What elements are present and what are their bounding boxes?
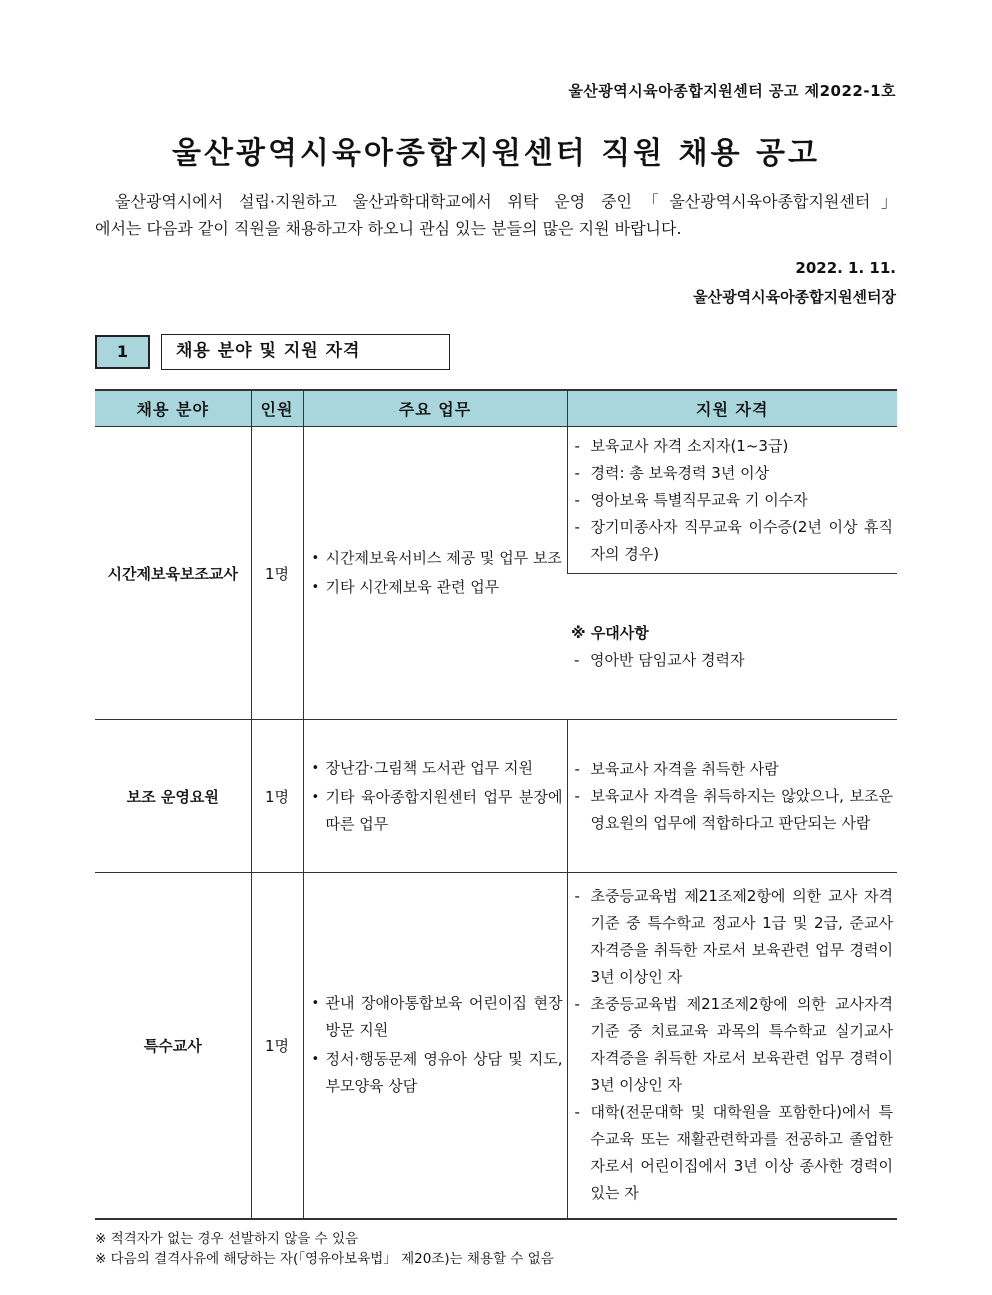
footnote: ※ 적격자가 없는 경우 선발하지 않을 수 있음 (95, 1229, 554, 1249)
duty-item: • 기타 시간제보육 관련 업무 (310, 574, 563, 601)
table-header-row (95, 390, 897, 427)
qual-item: - 보육교사 자격 소지자(1~3급) (572, 433, 894, 460)
qual-item: - 경력: 총 보육경력 3년 이상 (572, 460, 894, 487)
duty-item: • 시간제보육서비스 제공 및 업무 보조 (310, 545, 563, 572)
qual-item: - 보육교사 자격을 취득한 사람 (572, 756, 894, 783)
qual-item: - 초중등교육법 제21조제2항에 의한 교사자격기준 중 치료교육 과목의 특수학교 실기교사 자격증을 취득한 자로서 보육관련 업무 경력이 3년 이상인 자 (572, 991, 894, 1099)
header-duties: 주요 업무 (303, 390, 567, 427)
duty-item: • 관내 장애아통합보육 어린이집 현장방문 지원 (310, 990, 563, 1044)
job-qualifications (567, 720, 897, 873)
job-preferences (567, 574, 897, 720)
table-row (95, 427, 897, 574)
table-row (95, 873, 897, 1219)
duty-item: • 장난감·그림책 도서관 업무 지원 (310, 755, 563, 782)
qual-item: - 영아보육 특별직무교육 기 이수자 (572, 487, 894, 514)
qual-item: - 대학(전문대학 및 대학원을 포함한다)에서 특수교육 또는 재활관련학과를 전공하고 졸업한 자로서 어린이집에서 3년 이상 종사한 경력이 있는 자 (572, 1099, 894, 1207)
notice-number: 울산광역시육아종합지원센터 공고 제2022-1호 (568, 82, 896, 100)
page-title: 울산광역시육아종합지원센터 직원 채용 공고 (172, 136, 820, 171)
job-count: 1명 (251, 427, 303, 720)
header-qualifications: 지원 자격 (567, 390, 897, 427)
preference-item: - 영아반 담임교사 경력자 (571, 647, 893, 674)
table-row (95, 720, 897, 873)
footnotes (95, 1229, 554, 1269)
header-count: 인원 (251, 390, 303, 427)
header-field: 채용 분야 (95, 390, 251, 427)
section-number: 1 (95, 335, 150, 369)
qual-item: - 초중등교육법 제21조제2항에 의한 교사 자격기준 중 특수학교 정교사 1급 및 2급, 준교사 자격증을 취득한 자로서 보육관련 업무 경력이 3년 이상인 자 (572, 883, 894, 991)
intro-line-2: 에서는 다음과 같이 직원을 채용하고자 하오니 관심 있는 분들의 많은 지원 바랍니다. (95, 219, 682, 238)
footnote: ※ 다음의 결격사유에 해당하는 자(「영유아보육법」 제20조)는 채용할 수 없음 (95, 1249, 554, 1269)
job-duties (303, 427, 567, 720)
job-qualifications (567, 873, 897, 1219)
jobs-table (95, 389, 897, 1220)
job-field: 시간제보육보조교사 (95, 427, 251, 720)
preference-heading: ※ 우대사항 (567, 620, 897, 647)
job-duties (303, 873, 567, 1219)
job-field: 보조 운영요원 (95, 720, 251, 873)
notice-date: 2022. 1. 11. (795, 259, 896, 277)
issuer: 울산광역시육아종합지원센터장 (693, 288, 896, 306)
duty-item: • 기타 육아종합지원센터 업무 분장에 따른 업무 (310, 784, 563, 838)
qual-item: - 보육교사 자격을 취득하지는 않았으나, 보조운영요원의 업무에 적합하다고 판단되는 사람 (572, 783, 894, 837)
intro-line-1: 울산광역시에서 설립·지원하고 울산과학대학교에서 위탁 운영 중인「울산광역시육아종합지원센터」 (115, 192, 897, 211)
intro-paragraph (95, 188, 897, 242)
job-field: 특수교사 (95, 873, 251, 1219)
job-count: 1명 (251, 873, 303, 1219)
duty-item: • 정서·행동문제 영유아 상담 및 지도, 부모양육 상담 (310, 1046, 563, 1100)
job-count: 1명 (251, 720, 303, 873)
section-title: 채용 분야 및 지원 자격 (161, 334, 450, 370)
qual-item: - 장기미종사자 직무교육 이수증(2년 이상 휴직자의 경우) (572, 514, 894, 568)
job-qualifications (567, 427, 897, 574)
job-duties (303, 720, 567, 873)
